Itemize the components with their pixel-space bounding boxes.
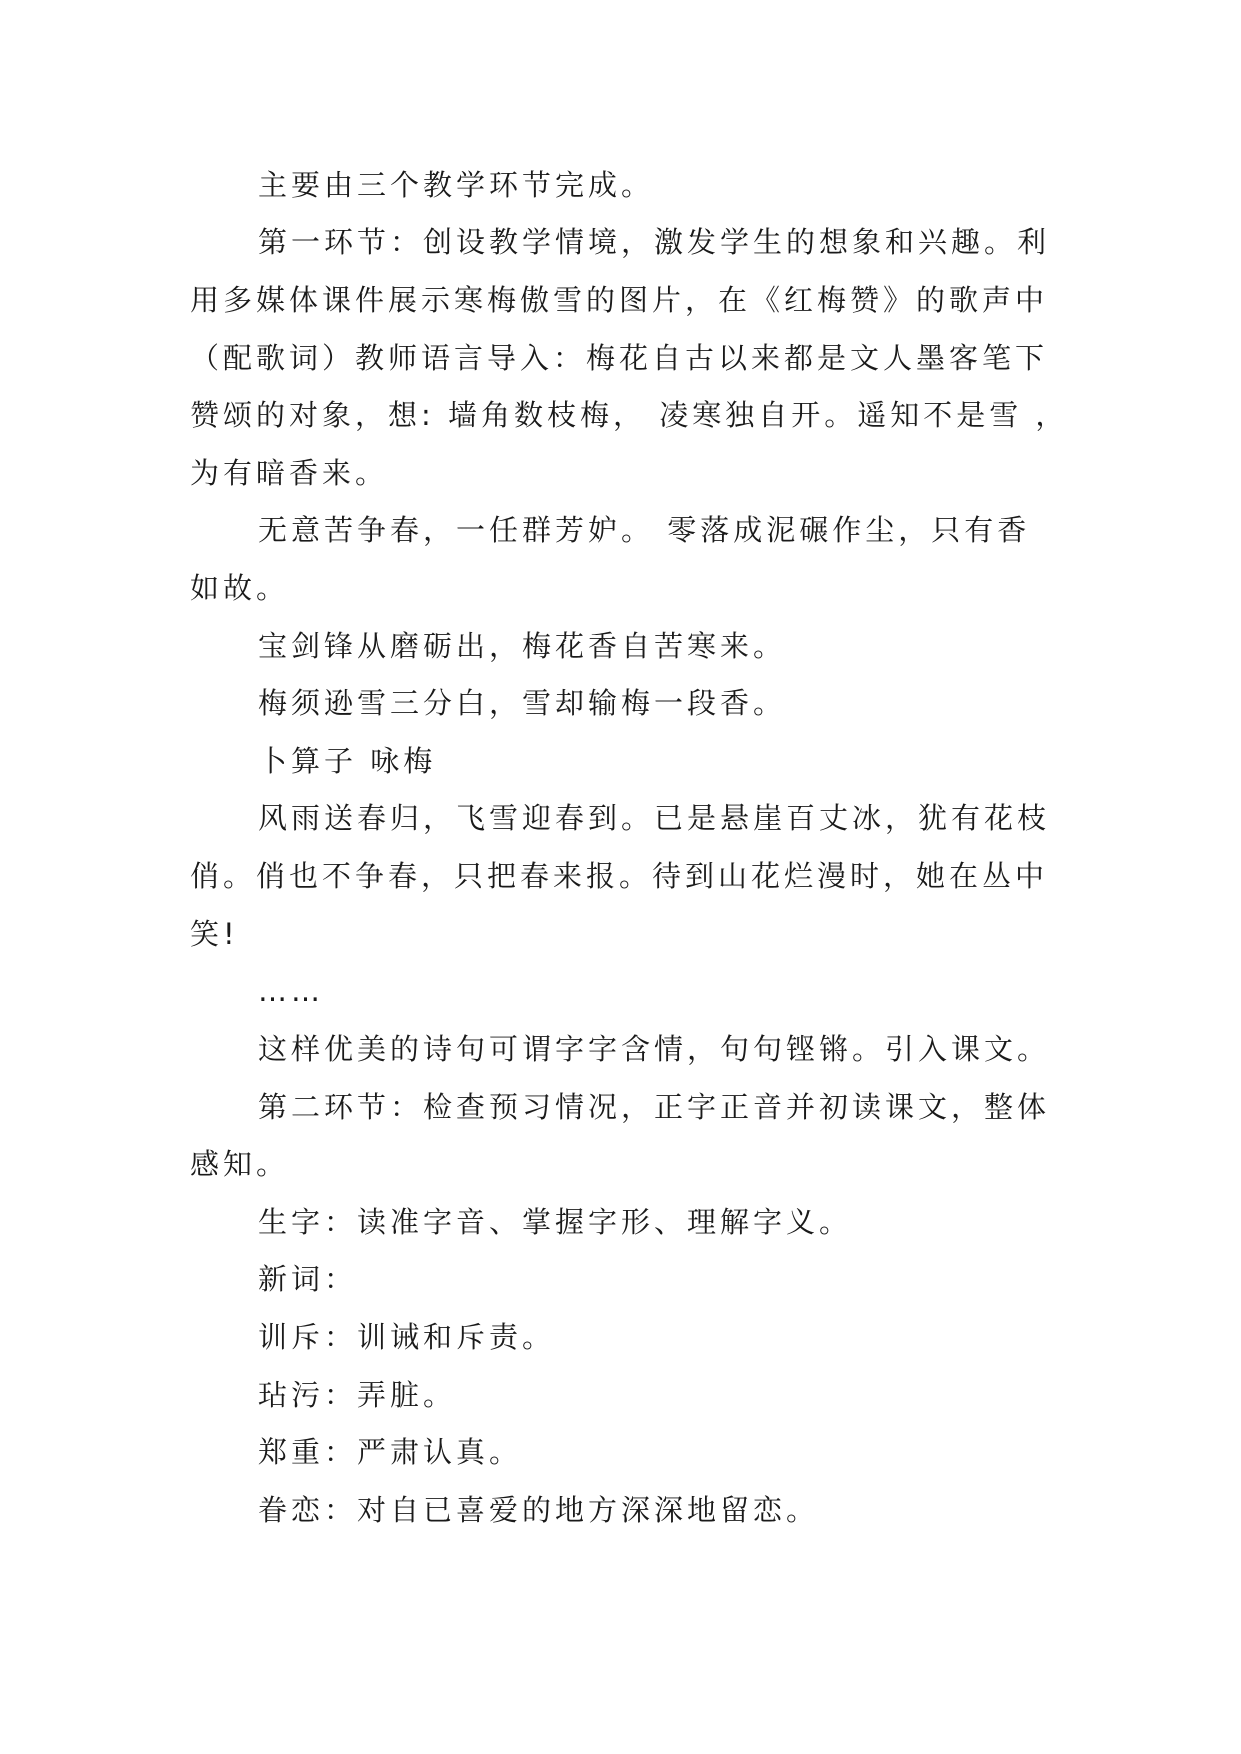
paragraph-line: 宝剑锋从磨砺出，梅花香自苦寒来。 [258, 629, 787, 663]
paragraph-line: 如故。 [190, 571, 290, 605]
paragraph-line: 第一环节：创设教学情境，激发学生的想象和兴趣。利 [258, 225, 1051, 259]
paragraph-line: 这样优美的诗句可谓字字含情，句句铿锵。引入课文。 [258, 1032, 1051, 1066]
paragraph-line: 主要由三个教学环节完成。 [258, 168, 655, 202]
paragraph-line: （配歌词）教师语言导入：梅花自古以来都是文人墨客笔下 [190, 341, 1049, 375]
paragraph-line: 梅须逊雪三分白，雪却输梅一段香。 [258, 686, 787, 720]
paragraph-line: 新词： [258, 1262, 358, 1296]
paragraph-line: 第二环节：检查预习情况，正字正音并初读课文，整体 [258, 1090, 1051, 1124]
ellipsis: …… [258, 974, 324, 1008]
paragraph-line: 风雨送春归，飞雪迎春到。已是悬崖百丈冰，犹有花枝 [258, 801, 1051, 835]
poem-title: 卜算子 咏梅 [258, 744, 437, 778]
vocab-entry: 郑重：严肃认真。 [258, 1435, 523, 1469]
paragraph-line: 生字：读准字音、掌握字形、理解字义。 [258, 1205, 853, 1239]
vocab-entry: 玷污：弄脏。 [258, 1378, 457, 1412]
paragraph-line: 感知。 [190, 1147, 290, 1181]
paragraph-line: 用多媒体课件展示寒梅傲雪的图片，在《红梅赞》的歌声中 [190, 283, 1049, 317]
paragraph-line: 无意苦争春，一任群芳妒。 零落成泥碾作尘，只有香 [258, 513, 1031, 547]
vocab-entry: 训斥：训诫和斥责。 [258, 1320, 556, 1354]
paragraph-line: 赞颂的对象，想: 墙角数枝梅， 凌寒独自开。遥知不是雪 ， [190, 398, 1069, 432]
paragraph-line: 俏。俏也不争春，只把春来报。待到山花烂漫时，她在丛中 [190, 859, 1049, 893]
vocab-entry: 眷恋：对自已喜爱的地方深深地留恋。 [258, 1493, 820, 1527]
paragraph-line: 笑! [190, 917, 239, 951]
paragraph-line: 为有暗香来。 [190, 456, 389, 490]
